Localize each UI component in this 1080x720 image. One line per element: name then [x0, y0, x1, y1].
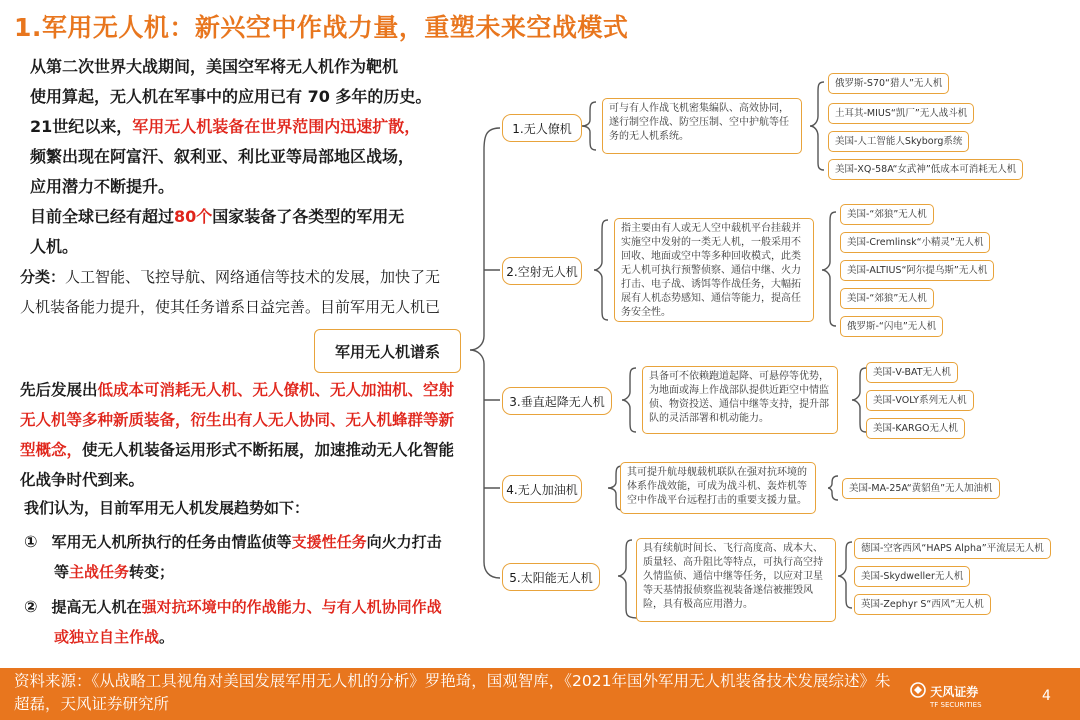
intro-line: 人机。	[30, 237, 79, 256]
company-logo	[910, 682, 982, 709]
trend-marker: ①	[24, 532, 38, 551]
intro-line: 使用算起，无人机在军事中的应用已有 70 多年的历史。	[30, 87, 432, 106]
intro-line: 应用潜力不断提升。	[30, 177, 175, 196]
intro-text: 目前全球已经有超过	[30, 207, 175, 226]
category-box-4: 4.无人加油机	[502, 475, 582, 503]
ex-brace-5	[838, 542, 852, 608]
example-2-5: 俄罗斯-“闪电”无人机	[840, 316, 943, 337]
main-brace	[470, 128, 500, 578]
brace-5	[618, 540, 638, 618]
category-box-2: 2.空射无人机	[502, 257, 582, 285]
category-desc-3: 具备可不依赖跑道起降、可悬停等优势，为地面或海上作战部队提供近距空中情监侦、物资投送、通信中继等支持，提升部队的灵活部署和机动能力。	[642, 366, 838, 434]
example-1-3: 美国-人工智能人Skyborg系统	[828, 131, 969, 152]
category-desc-5: 具有续航时间长、飞行高度高、成本大、质量轻、高升阻比等特点，可执行高空持久情监侦、通信中继等任务，以应对卫星等天基情报侦察监视装备遂信被摧毁风险，具有极高应用潜力。	[636, 538, 836, 622]
example-3-1: 美国-V-BAT无人机	[866, 362, 958, 383]
ex-brace-2	[822, 212, 836, 326]
classify-label: 分类：	[20, 268, 66, 286]
trend-text: 提高无人机在	[51, 598, 142, 616]
example-2-3: 美国-ALTIUS“阿尔提乌斯”无人机	[840, 260, 994, 281]
category-box-3: 3.垂直起降无人机	[502, 387, 612, 415]
develop-text: 先后发展出	[20, 381, 98, 399]
spine-label-box: 军用无人机谱系	[314, 329, 461, 373]
trend-highlight: 支援性任务	[291, 533, 367, 551]
brace-2	[594, 220, 608, 320]
example-2-2: 美国-Cremlinsk“小精灵”无人机	[840, 232, 990, 253]
example-5-2: 美国-Skydweller无人机	[854, 566, 970, 587]
develop-line: 无人机等多种新质装备，衍生出有人无人协同、无人机蜂群等新	[20, 411, 455, 429]
example-5-3: 英国-Zephyr S“西风”无人机	[854, 594, 991, 615]
example-2-1: 美国-“郊狼”无人机	[840, 204, 934, 225]
develop-text: 使无人机装备运用形式不断拓展，加速推动无人化智能	[82, 441, 455, 459]
brace-3	[622, 368, 636, 432]
logo-subtext: TF SECURITIES	[930, 701, 982, 709]
intro-line: 频繁出现在阿富汗、叙利亚、利比亚等局部地区战场，	[30, 147, 415, 166]
trend-highlight: 或独立自主作战	[54, 628, 160, 646]
intro-text: 国家装备了各类型的军用无	[212, 207, 405, 226]
example-1-1: 俄罗斯-S70“猎人”无人机	[828, 73, 949, 94]
category-box-1: 1.无人僚机	[502, 114, 582, 142]
ex-brace-3	[852, 368, 866, 432]
logo-icon	[910, 682, 926, 701]
intro-line: 从第二次世界大战期间，美国空军将无人机作为靶机	[30, 57, 399, 76]
develop-line: 化战争时代到来。	[20, 471, 145, 489]
example-1-2: 土耳其-MIUS“凯厂”无人战斗机	[828, 103, 974, 124]
category-desc-4: 其可提升航母舰载机联队在强对抗环境的体系作战效能，可成为战斗机、轰炸机等空中作战平台远程打击的重要支援力量。	[620, 462, 816, 514]
trend-text: 军用无人机所执行的任务由情监侦等	[51, 533, 292, 551]
develop-highlight: 低成本可消耗无人机、无人僚机、无人加油机、空射	[97, 381, 455, 399]
brace-1	[582, 102, 596, 150]
example-1-4: 美国-XQ-58A“女武神”低成本可消耗无人机	[828, 159, 1023, 180]
example-4-1: 美国-MA-25A“黄貂鱼”无人加油机	[842, 478, 1000, 499]
classify-text: 人工智能、飞控导航、网络通信等技术的发展，加快了无	[65, 268, 441, 286]
trend-highlight: 强对抗环境中的作战能力、与有人机协同作战	[141, 598, 442, 616]
main-brace-tick	[484, 270, 500, 488]
intro-highlight: 军用无人机装备在世界范围内迅速扩散，	[132, 117, 421, 136]
category-desc-1: 可与有人作战飞机密集编队、高效协同，遂行制空作战、防空压制、空中护航等任务的无人机系统。	[602, 98, 802, 154]
example-2-4: 美国-“郊狼”无人机	[840, 288, 934, 309]
trend-text: 等	[54, 563, 70, 581]
intro-highlight: 80个	[174, 207, 213, 226]
example-3-2: 美国-VOLY系列无人机	[866, 390, 974, 411]
page-title: 1.军用无人机：新兴空中作战力量，重塑未来空战模式	[14, 13, 629, 42]
trend-highlight: 主战任务	[69, 563, 130, 581]
example-3-3: 美国-KARGO无人机	[866, 418, 965, 439]
footer-source: 资料来源：《从战略工具视角对美国发展军用无人机的分析》罗艳琦，国观智库，《2021年国外军用无人机装备技术发展综述》朱超磊，天风证券研究所	[14, 672, 891, 713]
intro-text: 21世纪以来，	[30, 117, 133, 136]
trend-text: 向火力打击	[366, 533, 442, 551]
classify-line: 人机装备能力提升，使其任务谱系日益完善。目前军用无人机已	[20, 298, 441, 316]
develop-highlight: 型概念，	[20, 441, 83, 459]
category-box-5: 5.太阳能无人机	[502, 563, 600, 591]
ex-brace-4	[828, 476, 838, 500]
example-5-1: 德国-空客西风“HAPS Alpha”平流层无人机	[854, 538, 1051, 559]
page-number: 4	[1042, 688, 1051, 704]
ex-brace-1	[810, 82, 824, 170]
category-desc-2: 指主要由有人或无人空中载机平台挂载并实施空中发射的一类无人机，一般采用不回收、地面或空中等多种回收模式，此类无人机可执行预警侦察、通信中继、火力打击、电子战、诱饵等作战任务，大幅拓展有人机态势感知、通信等能力，提高任务安全性。	[614, 218, 814, 322]
trend-text: 转变；	[129, 563, 175, 581]
trend-heading: 我们认为，目前军用无人机发展趋势如下：	[24, 499, 310, 517]
trend-marker: ②	[24, 597, 38, 616]
trend-text: 。	[159, 628, 175, 646]
logo-text: 天风证券	[930, 685, 979, 699]
